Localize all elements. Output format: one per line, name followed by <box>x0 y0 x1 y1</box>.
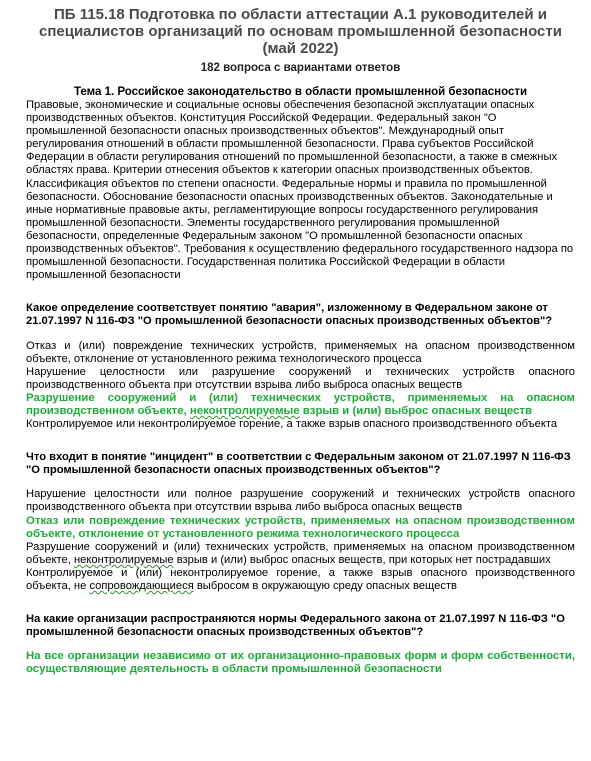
q2-a4-text-start: Контролируемое и (или) неконтролируемое горение, а также взрыв опасного производственного объекта, не <box>26 566 575 592</box>
spellcheck-mark: неконтролируемые <box>189 404 300 417</box>
q1-a3-text-start: Разрушение сооружений и (или) технических устройств, применяемых на опасном производственном объекте, <box>26 391 575 417</box>
question-count: 182 вопроса с вариантами ответов <box>200 62 401 74</box>
question-3: На какие организации распространяются нормы Федерального закона от 21.07.1997 N 116-ФЗ "О промышленной безопасности опасных производственных объектов"? <box>26 613 565 639</box>
q2-answer-4 <box>26 567 575 593</box>
q2-answer-3 <box>26 541 575 567</box>
q2-a3-text-start: Разрушение сооружений и (или) технических устройств, применяемых на опасном производственном объекте, <box>26 540 575 566</box>
q1-answer-2: Нарушение целостности или разрушение сооружений и технических устройств опасного производственного объекта при отсутствии взрыва либо выброса опасных веществ <box>26 365 575 391</box>
q2-a3-text-end: взрыв и (или) выброс опасных веществ, при которых нет пострадавших <box>173 553 551 566</box>
q1-answer-4: Контролируемое или неконтролируемое горение, а также взрыв опасного производственного объекта <box>26 418 558 431</box>
question-2: Что входит в понятие "инцидент" в соответствии с Федеральным законом от 21.07.1997 N 116-ФЗ "О промышленной безопасности опасных производственных объектов"? <box>26 451 571 477</box>
q1-answer-1: Отказ и (или) повреждение технических устройств, применяемых на опасном производственном объекте, отклонение от установленного режима технологического процесса <box>26 339 575 365</box>
q2-answer-1: Нарушение целостности или полное разрушение сооружений и технических устройств опасного производственного объекта при отсутствии взрыва либо выброса опасных веществ <box>26 488 575 514</box>
topic-title: Тема 1. Российское законодательство в области промышленной безопасности <box>73 86 528 98</box>
q2-a4-text-end: выбросом в окружающую среду опасных веществ <box>193 580 457 592</box>
spellcheck-mark: сопровождающиеся <box>89 580 194 592</box>
question-1: Какое определение соответствует понятию "авария", изложенному в Федеральном законе от 21.07.1997 N 116-ФЗ "О промышленной безопасности опасных производственных объектов"? <box>26 302 553 328</box>
document-title: ПБ 115.18 Подготовка по области аттестации А.1 руководителей и специалистов организаций по основам промышленной безопасности (май 2022) <box>39 6 562 57</box>
q2-answer-2-correct: Отказ или повреждение технических устройств, применяемых на опасном производственном объекте, отклонение от установленного режима технологического процесса <box>26 514 575 540</box>
spellcheck-mark: неконтролируемые <box>73 553 174 566</box>
q3-answer-1-correct: На все организации независимо от их организационно-правовых форм и форм собственности, осуществляющие деятельность в области промышленной безопасности <box>26 650 575 676</box>
topic-description: Правовые, экономические и социальные основы обеспечения безопасной эксплуатации опасных производственных объектов. Конституция Российской Федерации. Федеральный закон "О промышленной безопасности опасных производственных объектов". Международный опыт регулирования отношений в области промышленной безопасности. Права субъектов Российской Федерации в области регулирования отношений по промышленной безопасности, а также в смежных областях права. Критерии отнесения объектов к категории опасных производственных объектов. Классификация объектов по степени опасности. Федеральные нормы и правила по промышленной безопасности. Обоснование безопасности опасных производственных объектов. Законодательные и иные нормативные правовые акты, регламентирующие вопросы государственного регулирования промышленной безопасности. Элементы государственного регулирования промышленной безопасности, определенные Федеральным законом "О промышленной безопасности опасных производственных объектов". Требования к осуществлению федерального государственного надзора по промышленной безопасности. Государственная политика Российской Федерации в области промышленной безопасности <box>26 99 574 282</box>
q1-answer-3-correct <box>26 392 575 418</box>
q1-a3-text-end: взрыв и (или) выброс опасных веществ <box>299 404 532 417</box>
